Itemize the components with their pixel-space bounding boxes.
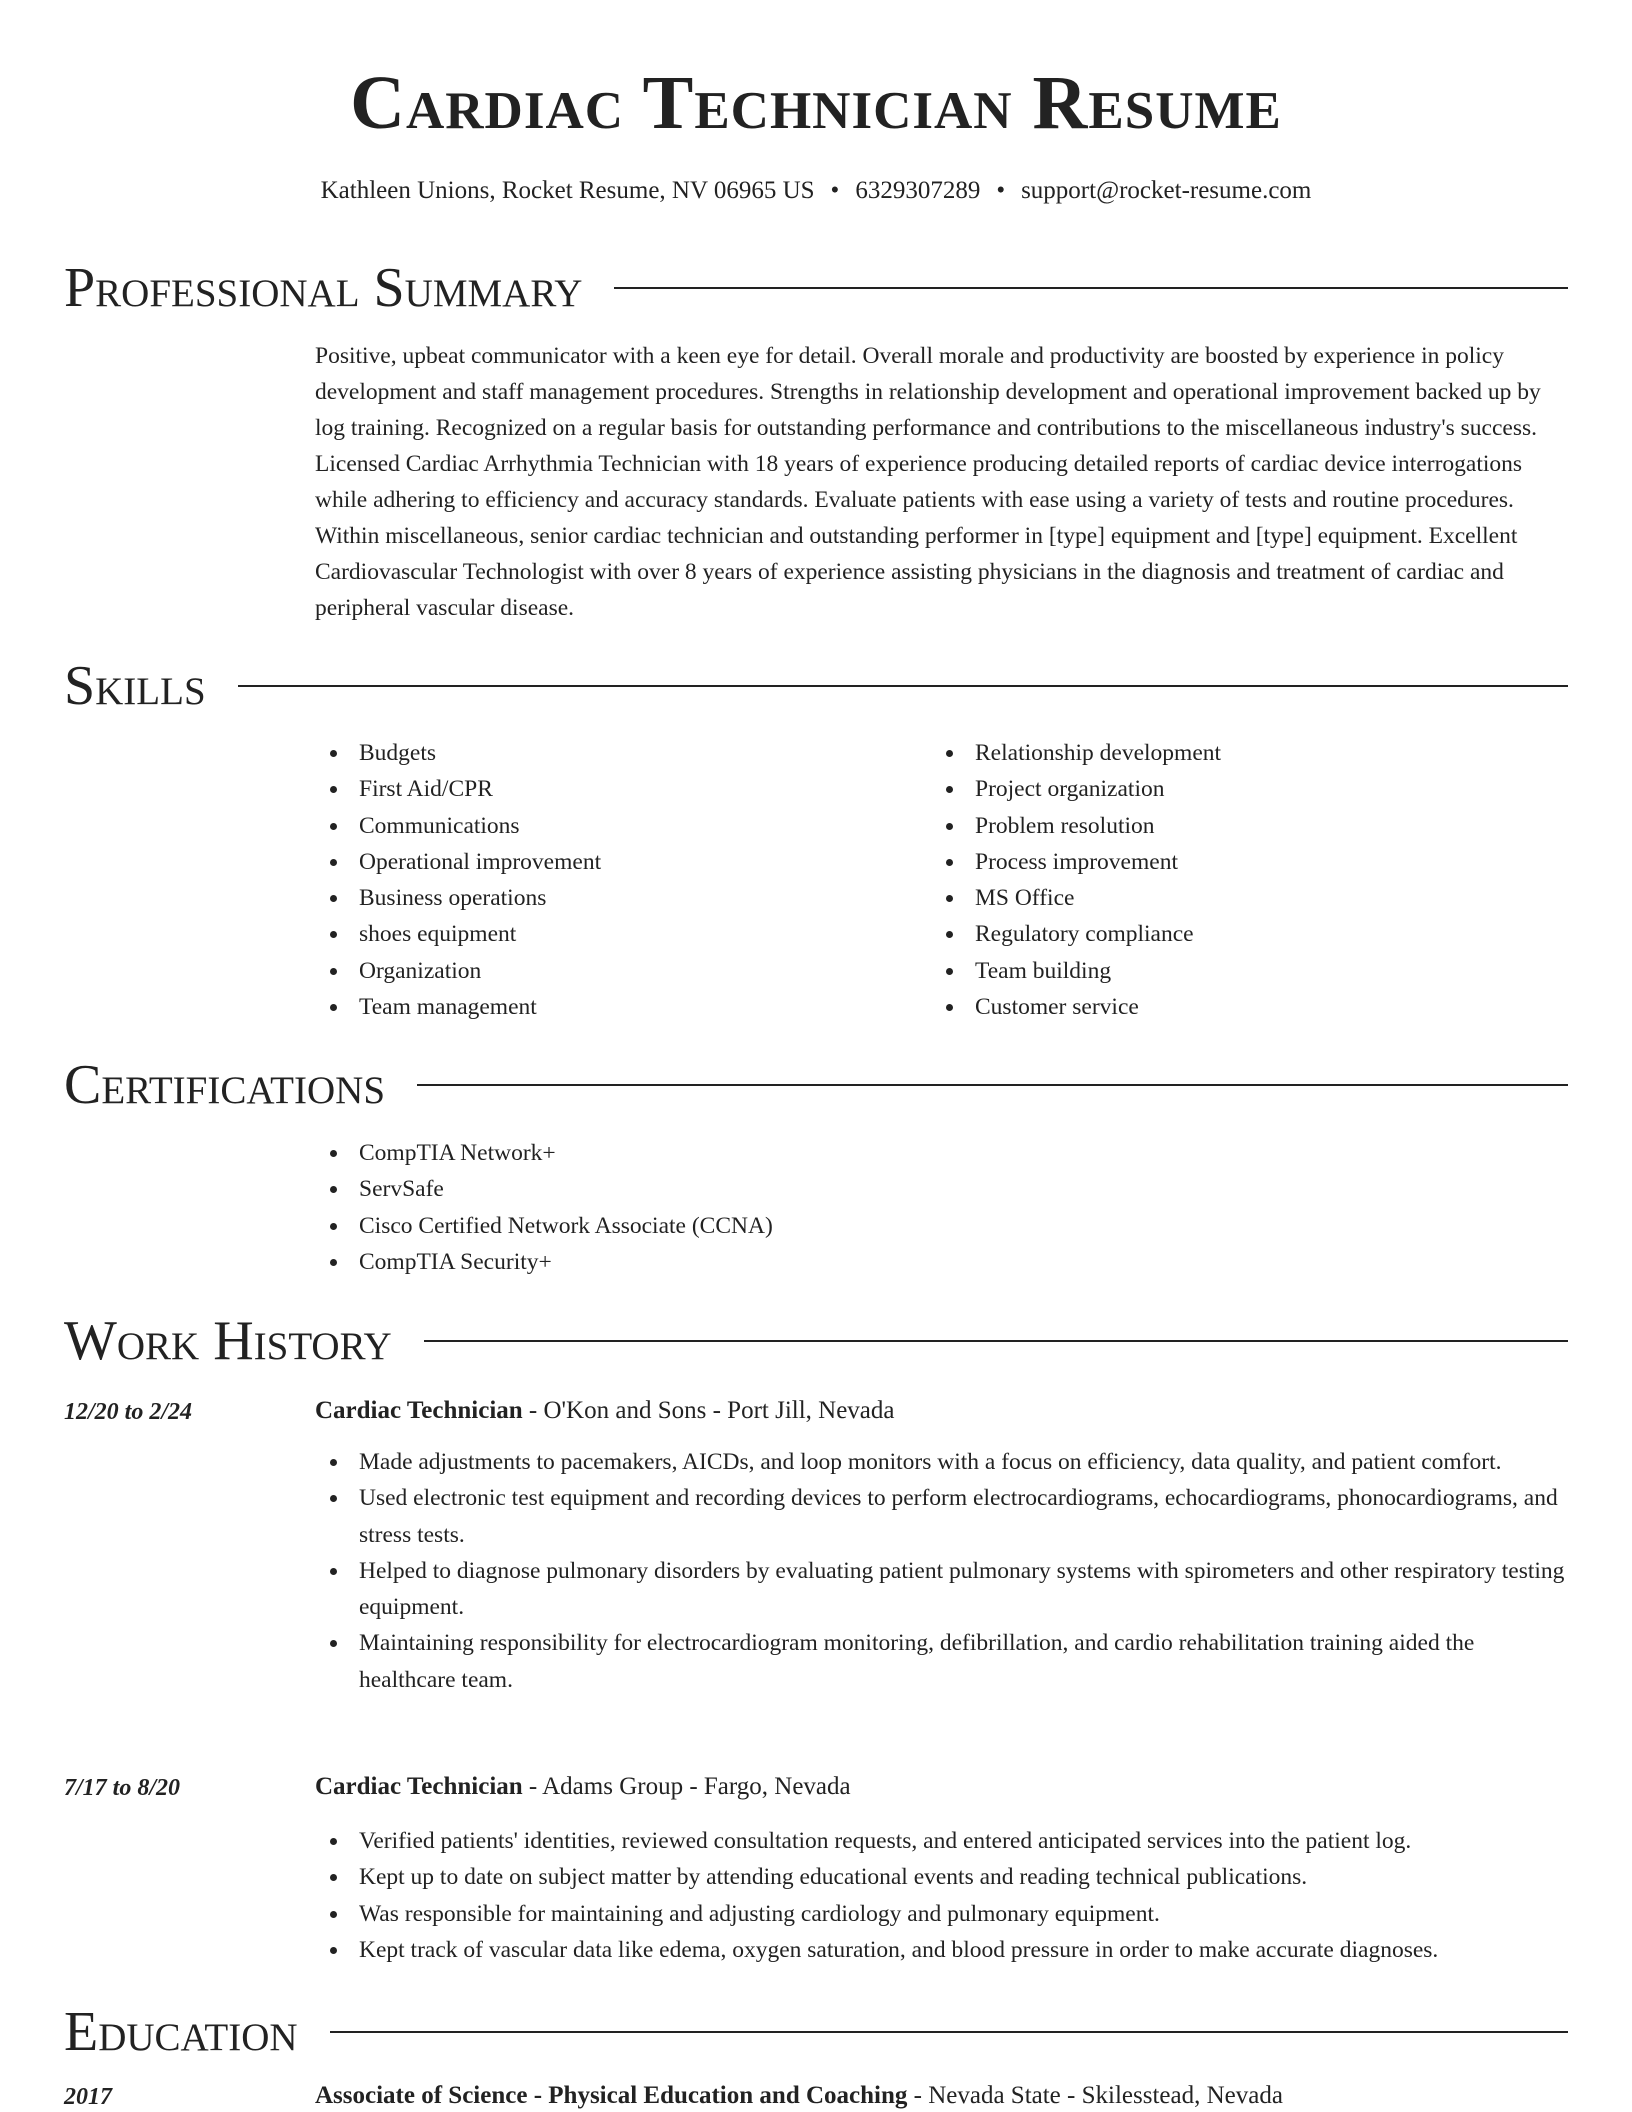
job-duty: Maintaining responsibility for electrocardiogram monitoring, defibrillation, and cardio rehabilitation training aided the healthcare team. (315, 1625, 1568, 1698)
education-degree: Associate of Science - Physical Education and Coaching (315, 2082, 908, 2109)
skill-item: Problem resolution (931, 808, 1568, 844)
contact-line (0, 174, 1632, 208)
skills-list-left (315, 735, 915, 1025)
certifications-list (315, 1135, 1568, 1280)
skill-item: Business operations (315, 880, 915, 916)
skill-item: Regulatory compliance (931, 916, 1568, 952)
section-divider (424, 1340, 1568, 1342)
job-duty: Verified patients' identities, reviewed consultation requests, and entered anticipated services into the patient log. (315, 1823, 1568, 1859)
job-duty: Was responsible for maintaining and adjusting cardiology and pulmonary equipment. (315, 1896, 1568, 1932)
summary-text: Positive, upbeat communicator with a keen eye for detail. Overall morale and productivity are boosted by experience in policy development and staff management procedures. Strengths in relationship development and operational improvement backed up by log training. Recognized on a regular basis for outstanding performance and contributions to the miscellaneous industry's success. Licensed Cardiac Arrhythmia Technician with 18 years of experience producing detailed reports of cardiac device interrogations while adhering to efficiency and accuracy standards. Evaluate patients with ease using a variety of tests and routine procedures. Within miscellaneous, senior cardiac technician and outstanding performer in [type] equipment and [type] equipment. Excellent Cardiovascular Technologist with over 8 years of experience assisting physicians in the diagnosis and treatment of cardiac and peripheral vascular disease. (315, 343, 1541, 621)
skill-item: Customer service (931, 989, 1568, 1025)
education-section-heading (64, 2000, 1568, 2064)
section-title: Skills (64, 655, 206, 717)
job-duty: Kept up to date on subject matter by attending educational events and reading technical publications. (315, 1859, 1568, 1895)
section-divider (330, 2031, 1568, 2033)
job-duty: Used electronic test equipment and recording devices to perform electrocardiograms, echocardiograms, phonocardiograms, and stress tests. (315, 1480, 1568, 1553)
certifications-section-heading (64, 1053, 1568, 1117)
skill-item: Process improvement (931, 844, 1568, 880)
job-employer: - O'Kon and Sons - Port Jill, Nevada (522, 1397, 895, 1424)
skill-item: shoes equipment (315, 916, 915, 952)
skill-item: MS Office (931, 880, 1568, 916)
certification-item: Cisco Certified Network Associate (CCNA) (315, 1208, 1568, 1244)
section-title: Education (64, 2001, 298, 2063)
skill-item: Project organization (931, 771, 1568, 807)
section-divider (417, 1084, 1568, 1086)
job-dates: 12/20 to 2/24 (64, 1399, 193, 1425)
skill-item: Team building (931, 953, 1568, 989)
education-line (315, 2079, 1568, 2112)
work-history-section-heading (64, 1309, 1568, 1373)
skill-item: Organization (315, 953, 915, 989)
skill-item: Budgets (315, 735, 915, 771)
certification-item: CompTIA Security+ (315, 1244, 1568, 1280)
contact-separator: • (996, 177, 1006, 204)
contact-email: support@rocket-resume.com (1021, 177, 1312, 204)
skill-item: Relationship development (931, 735, 1568, 771)
job-duties-list (315, 1823, 1568, 1968)
job-duty: Made adjustments to pacemakers, AICDs, and loop monitors with a focus on efficiency, data quality, and patient comfort. (315, 1444, 1568, 1480)
education-year: 2017 (64, 2084, 112, 2110)
certification-item: CompTIA Network+ (315, 1135, 1568, 1171)
job-title-line (315, 1394, 1568, 1428)
section-divider (238, 685, 1568, 687)
contact-phone: 6329307289 (855, 177, 981, 204)
skills-list-right (931, 735, 1568, 1025)
skill-item: First Aid/CPR (315, 771, 915, 807)
job-title-line (315, 1770, 1568, 1804)
job-duty: Kept track of vascular data like edema, oxygen saturation, and blood pressure in order to make accurate diagnoses. (315, 1932, 1568, 1968)
skill-item: Team management (315, 989, 915, 1025)
resume-title: Cardiac Technician Resume (350, 61, 1282, 145)
skill-item: Communications (315, 808, 915, 844)
job-dates: 7/17 to 8/20 (64, 1775, 181, 1801)
skills-section-heading (64, 654, 1568, 718)
job-employer: - Adams Group - Fargo, Nevada (522, 1773, 851, 1800)
job-role: Cardiac Technician (315, 1773, 523, 1800)
contact-separator: • (830, 177, 840, 204)
job-duties-list (315, 1444, 1568, 1698)
section-title: Work History (64, 1310, 392, 1372)
section-title: Certifications (64, 1054, 386, 1116)
job-duty: Helped to diagnose pulmonary disorders by evaluating patient pulmonary systems with spirometers and other respiratory testing equipment. (315, 1553, 1568, 1626)
section-title: Professional Summary (64, 257, 583, 319)
certification-item: ServSafe (315, 1171, 1568, 1207)
education-school: - Nevada State - Skilesstead, Nevada (907, 2082, 1283, 2109)
section-divider (614, 287, 1568, 289)
job-role: Cardiac Technician (315, 1397, 523, 1424)
skill-item: Operational improvement (315, 844, 915, 880)
contact-address: Kathleen Unions, Rocket Resume, NV 06965 US (320, 177, 815, 204)
summary-section-heading (64, 256, 1568, 320)
